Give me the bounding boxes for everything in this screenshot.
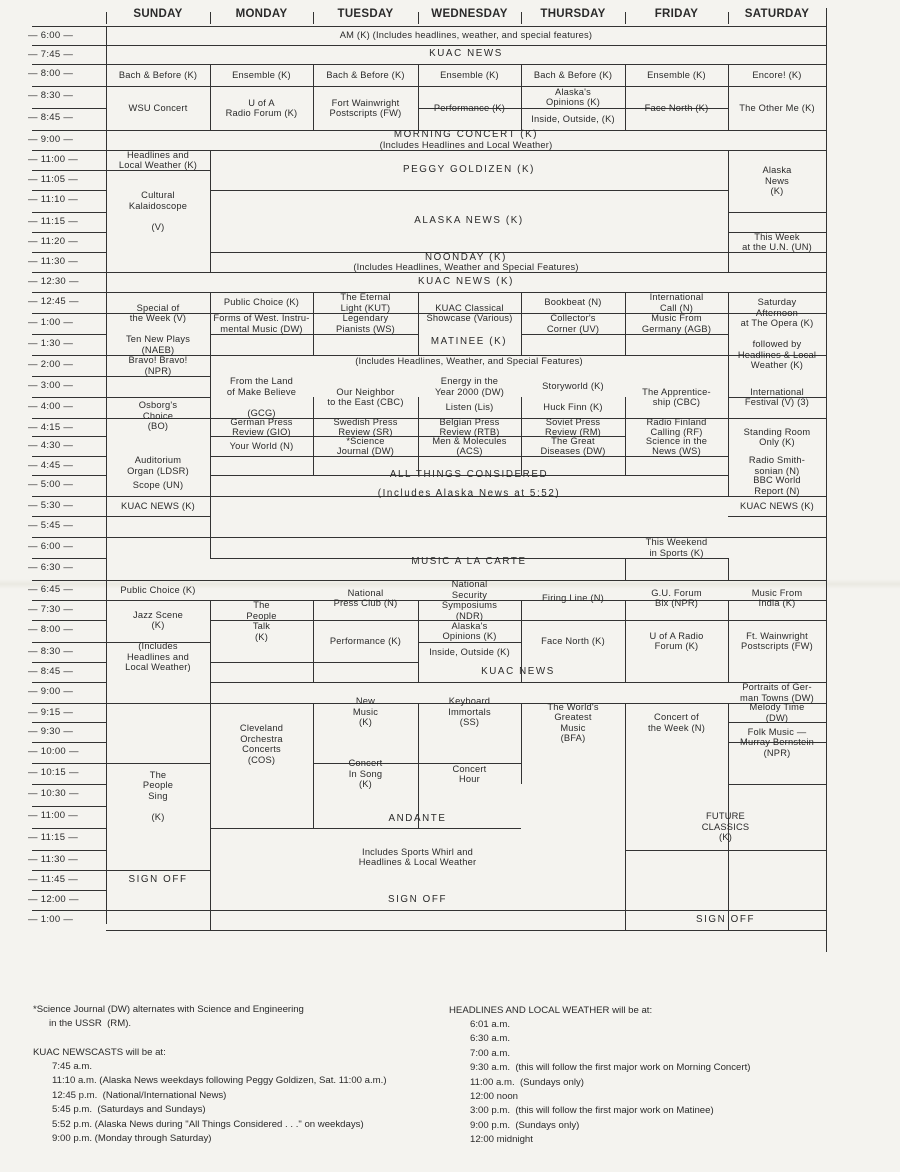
program-tue-performance: Performance (K)	[329, 635, 402, 646]
grid-line-h-25	[728, 516, 826, 517]
program-tue-fort-wainwright: Fort Wainwright Postscripts (FW)	[329, 97, 402, 118]
time-rule-18	[32, 397, 106, 398]
headline-item-3: 9:30 a.m. (this will follow the first major work on Morning Concert)	[470, 1062, 751, 1074]
program-mon-german-press: German Press Review (GIO)	[230, 416, 293, 437]
program-thu-alaskas-opinions: Alaska's Opinions (K)	[545, 86, 601, 107]
time-label-43: — 1:00 —	[28, 914, 74, 925]
program-mon-ensemble: Ensemble (K)	[232, 69, 291, 80]
program-alaska-news: ALASKA NEWS (K)	[414, 214, 524, 226]
time-rule-38	[32, 806, 106, 807]
program-sun-people-sing: The People Sing (K)	[142, 769, 174, 822]
program-wed-kuac-classical: KUAC Classical Showcase (Various)	[426, 302, 513, 323]
time-rule-32	[32, 682, 106, 683]
program-thu-face-north: Face North (K)	[541, 635, 605, 646]
time-rule-43	[32, 910, 106, 911]
time-label-7: — 11:05 —	[28, 174, 79, 185]
program-fri-face-north: Face North (K)	[644, 102, 709, 113]
program-thu-bookbeat: Bookbeat (N)	[544, 297, 602, 308]
program-sat-radio-smithsonian: Radio Smith- sonian (N)	[748, 455, 806, 476]
newscast-item-5: 9:00 p.m. (Monday through Saturday)	[52, 1133, 212, 1144]
time-rule-16	[32, 355, 106, 356]
program-weekday-sign-off: SIGN OFF	[387, 893, 448, 905]
program-thu-storyworld: Storyworld (K)	[542, 381, 604, 392]
day-header-1: MONDAY	[235, 8, 288, 20]
time-rule-20	[32, 436, 106, 437]
headline-item-6: 3:00 p.m. (this will follow the first major work on Matinee)	[470, 1105, 714, 1117]
time-rule-15	[32, 334, 106, 335]
program-fri-apprenticeship: The Apprentice- ship (CBC)	[642, 386, 711, 407]
headlines-title: HEADLINES AND LOCAL WEATHER will be at:	[449, 1005, 653, 1016]
day-header-3: WEDNESDAY	[431, 8, 508, 20]
program-tue-neighbor-east: Our Neighbor to the East (CBC)	[327, 386, 404, 407]
program-sun-kuac-news: KUAC NEWS (K)	[121, 500, 195, 511]
headline-item-5: 12:00 noon	[470, 1091, 519, 1102]
program-tue-swedish-press: Swedish Press Review (SR)	[333, 416, 398, 437]
program-morning-concert: MORNING CONCERT (K)	[393, 128, 539, 140]
program-thu-collectors-corner: Collector's Corner (UV)	[546, 313, 600, 334]
time-label-8: — 11:10 —	[28, 194, 79, 205]
time-label-14: — 1:00 —	[28, 317, 74, 328]
time-label-16: — 2:00 —	[28, 359, 74, 370]
program-sun-sign-off: SIGN OFF	[128, 873, 188, 885]
time-rule-26	[32, 558, 106, 559]
time-rule-4	[32, 108, 106, 109]
program-sun-special-of-week: Special of the Week (V)	[129, 302, 187, 323]
program-sun-scope: Scope (UN)	[132, 480, 184, 491]
time-label-33: — 9:15 —	[28, 707, 74, 718]
time-label-27: — 6:45 —	[28, 584, 74, 595]
program-wed-energy-2000: Energy in the Year 2000 (DW)	[434, 376, 505, 397]
program-wed-belgian-press: Belgian Press Review (RTB)	[439, 416, 500, 437]
program-mon-cleveland-orchestra: Cleveland Orchestra Concerts (COS)	[239, 723, 284, 765]
time-label-39: — 11:15 —	[28, 832, 79, 843]
day-divider-0	[106, 12, 107, 24]
program-wed-keyboard-immortals: Keyboard Immortals (SS)	[448, 696, 491, 728]
time-label-19: — 4:15 —	[28, 422, 74, 433]
time-rule-33	[32, 703, 106, 704]
time-rule-24	[32, 516, 106, 517]
program-am-program: AM (K) (Includes headlines, weather, and special features)	[339, 30, 593, 41]
time-label-13: — 12:45 —	[28, 296, 79, 307]
time-label-32: — 9:00 —	[28, 686, 74, 697]
time-rule-41	[32, 870, 106, 871]
program-fri-radio-finland: Radio Finland Calling (RF)	[646, 416, 707, 437]
time-rule-14	[32, 313, 106, 314]
time-label-18: — 4:00 —	[28, 401, 74, 412]
science-journal-footnote: *Science Journal (DW) alternates with Science and Engineering in the USSR (RM).	[33, 1004, 304, 1030]
program-wed-listen: Listen (Lis)	[445, 402, 494, 413]
day-divider-3	[418, 12, 419, 24]
program-mon-forms-music: Forms of West. Instru- mental Music (DW)	[213, 313, 310, 334]
program-mon-radio-forum: U of A Radio Forum (K)	[225, 97, 298, 118]
time-rule-36	[32, 763, 106, 764]
program-sun-osborgs-choice: Osborg's Choice (BO)	[138, 400, 178, 432]
time-label-2: — 8:00 —	[28, 68, 74, 79]
program-sun-bravo: Bravo! Bravo! (NPR)	[128, 355, 188, 376]
time-rule-17	[32, 376, 106, 377]
time-label-11: — 11:30 —	[28, 256, 79, 267]
time-label-22: — 5:00 —	[28, 479, 74, 490]
time-rule-21	[32, 456, 106, 457]
time-rule-13	[32, 292, 106, 293]
day-header-2: TUESDAY	[337, 8, 394, 20]
headline-item-1: 6:30 a.m.	[470, 1033, 510, 1045]
program-kuac-news-745: KUAC NEWS	[429, 48, 503, 60]
time-label-29: — 8:00 —	[28, 624, 74, 635]
program-sat-folk-music: Folk Music — Murray Bernstein (NPR)	[740, 726, 814, 758]
program-kuac-news-1245: KUAC NEWS (K)	[418, 275, 514, 287]
time-label-41: — 11:45 —	[28, 874, 79, 885]
program-sat-encore: Encore! (K)	[752, 69, 802, 80]
day-header-5: FRIDAY	[654, 8, 699, 20]
program-fri-ensemble: Ensemble (K)	[647, 69, 706, 80]
time-label-12: — 12:30 —	[28, 276, 79, 287]
time-rule-25	[32, 537, 106, 538]
program-sat-melody-time: Melody Time (DW)	[749, 702, 805, 723]
program-thu-great-diseases: The Great Diseases (DW)	[540, 435, 606, 456]
program-fri-international-call: International Call (N)	[649, 292, 704, 313]
time-label-23: — 5:30 —	[28, 500, 74, 511]
grid-right-border	[826, 8, 827, 952]
program-sat-international-festival: International Festival (V) (3)	[744, 386, 810, 407]
time-label-31: — 8:45 —	[28, 666, 74, 677]
program-fri-radio-forum: U of A Radio Forum (K)	[649, 630, 704, 651]
program-peggy-goldizen: PEGGY GOLDIZEN (K)	[402, 163, 536, 175]
headline-item-7: 9:00 p.m. (Sundays only)	[470, 1119, 580, 1131]
day-header-6: SATURDAY	[744, 8, 810, 20]
program-fri-science-news: Science in the News (WS)	[645, 435, 708, 456]
program-sat-standing-room: Standing Room Only (K)	[743, 426, 811, 447]
program-tue-eternal-light: The Eternal Light (KUT)	[340, 292, 391, 313]
grid-line-h-44	[106, 930, 826, 931]
time-rule-28	[32, 600, 106, 601]
program-andante-note: Includes Sports Whirl and Headlines & Local Weather	[358, 846, 477, 868]
program-sat-future-classics: FUTURE CLASSICS (K)	[701, 811, 750, 843]
time-label-25: — 6:00 —	[28, 541, 74, 552]
time-rule-29	[32, 620, 106, 621]
time-rule-5	[32, 130, 106, 131]
program-wed-ensemble: Ensemble (K)	[440, 69, 499, 80]
time-label-1: — 7:45 —	[28, 49, 74, 60]
time-rule-34	[32, 722, 106, 723]
time-rule-19	[32, 418, 106, 419]
program-sun-wsu-concert: WSU Concert	[128, 102, 188, 113]
day-header-0: SUNDAY	[133, 8, 183, 20]
program-andante: ANDANTE	[388, 812, 447, 824]
time-label-17: — 3:00 —	[28, 380, 74, 391]
program-sun-jazz-scene: Jazz Scene (K) (Includes Headlines and Local Weather)	[125, 609, 191, 672]
day-header-row	[0, 0, 900, 26]
day-divider-1	[210, 12, 211, 24]
program-sun-ten-new-plays: Ten New Plays (NAEB)	[125, 334, 191, 355]
program-wed-security-symposiums: National Security Symposiums (NDR)	[441, 579, 498, 621]
time-rule-2	[32, 64, 106, 65]
program-wed-concert-hour: Concert Hour	[452, 763, 487, 784]
time-label-4: — 8:45 —	[28, 112, 74, 123]
time-rule-37	[32, 784, 106, 785]
program-sun-public-choice: Public Choice (K)	[120, 584, 196, 595]
time-rule-31	[32, 662, 106, 663]
time-label-36: — 10:15 —	[28, 767, 79, 778]
program-matinee: MATINEE (K)	[430, 336, 508, 348]
program-sun-headlines-weather: Headlines and Local Weather (K)	[118, 149, 198, 170]
program-thu-worlds-greatest-music: The World's Greatest Music (BFA)	[547, 701, 599, 743]
program-sat-alaska-news: Alaska News (K)	[762, 165, 792, 197]
time-label-30: — 8:30 —	[28, 646, 74, 657]
program-sun-cultural-kalaidoscope: Cultural Kalaidoscope (V)	[128, 190, 188, 232]
time-label-34: — 9:30 —	[28, 726, 74, 737]
program-mon-public-choice: Public Choice (K)	[223, 297, 300, 308]
day-divider-6	[728, 12, 729, 24]
program-sat-other-me: The Other Me (K)	[739, 102, 815, 113]
program-tue-science-journal: *Science Journal (DW)	[336, 435, 395, 456]
program-wed-alaskas-opinions: Alaska's Opinions (K)	[442, 620, 497, 641]
time-label-9: — 11:15 —	[28, 216, 79, 227]
program-tue-national-press-club: National Press Club (N)	[333, 587, 398, 608]
program-sat-followed-by: followed by Headlines & Local Weather (K)	[737, 339, 817, 371]
program-tue-legendary-pianists: Legendary Pianists (WS)	[336, 313, 395, 334]
program-kuac-news-900: KUAC NEWS	[481, 665, 555, 677]
program-wed-inside-outside: Inside, Outside (K)	[429, 646, 510, 657]
time-label-21: — 4:45 —	[28, 460, 74, 471]
time-rule-30	[32, 642, 106, 643]
program-fri-sat-sign-off: SIGN OFF	[695, 913, 756, 925]
time-rule-6	[32, 150, 106, 151]
program-morning-concert-note: (Includes Headlines and Local Weather)	[379, 139, 553, 150]
program-thu-firing-line: Firing Line (N)	[542, 592, 604, 603]
program-tue-concert-in-song: Concert In Song (K)	[348, 758, 383, 790]
program-sat-bbc-world-report: BBC World Report (N)	[753, 475, 801, 496]
program-mon-people-talk: The People Talk (K)	[246, 600, 277, 642]
time-rule-0	[32, 26, 106, 27]
program-atc-note: (Includes Alaska News at 5:52)	[377, 487, 561, 499]
time-label-40: — 11:30 —	[28, 854, 79, 865]
headline-item-0: 6:01 a.m.	[470, 1019, 510, 1030]
program-mon-land-make-believe: From the Land of Make Believe (GCG)	[226, 376, 297, 418]
program-thu-inside-outside: Inside, Outside, (K)	[531, 113, 615, 124]
time-label-24: — 5:45 —	[28, 520, 74, 531]
program-sat-ft-wainwright: Ft. Wainwright Postscripts (FW)	[741, 630, 813, 651]
time-rule-35	[32, 742, 106, 743]
program-fri-this-weekend-sports: This Weekend in Sports (K)	[645, 537, 708, 558]
program-sun-auditorium-organ: Auditorium Organ (LDSR)	[127, 455, 189, 476]
headline-item-2: 7:00 a.m.	[470, 1047, 510, 1059]
program-fri-gu-forum: G.U. Forum Bix (NPR)	[651, 587, 702, 608]
time-rule-22	[32, 475, 106, 476]
time-rule-7	[32, 170, 106, 171]
newscast-item-2: 12:45 p.m. (National/International News)	[52, 1089, 227, 1101]
time-rule-42	[32, 890, 106, 891]
program-sat-this-week-un: This Week at the U.N. (UN)	[742, 231, 812, 252]
program-thu-bach-before: Bach & Before (K)	[533, 69, 613, 80]
newscast-item-1: 11:10 a.m. (Alaska News weekdays following Peggy Goldizen, Sat. 11:00 a.m.)	[52, 1075, 387, 1087]
time-rule-8	[32, 190, 106, 191]
time-rule-11	[32, 252, 106, 253]
time-label-28: — 7:30 —	[28, 604, 74, 615]
program-music-a-la-carte: MUSIC A LA CARTE	[411, 556, 527, 568]
program-noonday: NOONDAY (K)	[424, 251, 507, 263]
time-label-20: — 4:30 —	[28, 440, 74, 451]
time-rule-12	[32, 272, 106, 273]
time-label-6: — 11:00 —	[28, 154, 79, 165]
program-sat-music-india: Music From India (K)	[751, 587, 803, 608]
time-label-15: — 1:30 —	[28, 338, 74, 349]
time-rule-3	[32, 86, 106, 87]
time-label-0: — 6:00 —	[28, 30, 74, 41]
time-label-10: — 11:20 —	[28, 236, 79, 247]
grid-line-h-46	[728, 212, 826, 213]
time-rule-9	[32, 212, 106, 213]
time-rule-27	[32, 580, 106, 581]
program-wed-performance: Performance (K)	[433, 102, 506, 113]
program-sat-kuac-news: KUAC NEWS (K)	[740, 500, 814, 511]
program-tue-new-music: New Music (K)	[352, 696, 379, 728]
time-label-38: — 11:00 —	[28, 810, 79, 821]
program-tue-bach-before: Bach & Before (K)	[326, 69, 405, 80]
time-rule-40	[32, 850, 106, 851]
day-header-4: THURSDAY	[540, 8, 606, 20]
program-noonday-note: (Includes Headlines, Weather and Special Features)	[353, 261, 579, 272]
headline-item-8: 12:00 midnight	[470, 1134, 533, 1146]
program-fri-music-germany: Music From Germany (AGB)	[641, 313, 712, 334]
newscast-item-4: 5:52 p.m. (Alaska News during "All Things Considered . . ." on weekdays)	[52, 1118, 364, 1130]
newscast-item-0: 7:45 a.m.	[52, 1061, 92, 1072]
time-label-37: — 10:30 —	[28, 788, 79, 799]
program-matinee-note: (Includes Headlines, Weather, and Special Features)	[355, 356, 583, 367]
newscast-item-3: 5:45 p.m. (Saturdays and Sundays)	[52, 1104, 206, 1116]
time-label-35: — 10:00 —	[28, 746, 79, 757]
program-thu-soviet-press: Soviet Press Review (RM)	[545, 416, 601, 437]
grid-line-h-24	[106, 516, 210, 517]
program-sat-portraits-towns: Portraits of Ger- man Towns (DW)	[740, 682, 814, 703]
program-sat-opera: Saturday Afternoon at The Opera (K)	[740, 297, 814, 329]
day-divider-5	[625, 12, 626, 24]
time-label-26: — 6:30 —	[28, 562, 74, 573]
grid-line-v-22	[728, 558, 729, 580]
time-label-3: — 8:30 —	[28, 90, 74, 101]
time-rule-10	[32, 232, 106, 233]
day-divider-4	[521, 12, 522, 24]
time-label-5: — 9:00 —	[28, 134, 74, 145]
program-all-things-considered: ALL THINGS CONSIDERED	[389, 469, 549, 481]
program-mon-your-world: Your World (N)	[229, 440, 294, 451]
time-rule-23	[32, 496, 106, 497]
time-rule-39	[32, 828, 106, 829]
program-thu-huck-finn: Huck Finn (K)	[543, 402, 603, 413]
program-wed-men-molecules: Men & Molecules (ACS)	[432, 435, 507, 456]
program-fri-concert-of-week: Concert of the Week (N)	[648, 712, 705, 733]
day-divider-2	[313, 12, 314, 24]
newscasts-title: KUAC NEWSCASTS will be at:	[33, 1047, 166, 1058]
program-sun-bach-before: Bach & Before (K)	[118, 69, 198, 80]
headline-item-4: 11:00 a.m. (Sundays only)	[470, 1076, 584, 1088]
time-rule-1	[32, 45, 106, 46]
time-label-42: — 12:00 —	[28, 894, 79, 905]
